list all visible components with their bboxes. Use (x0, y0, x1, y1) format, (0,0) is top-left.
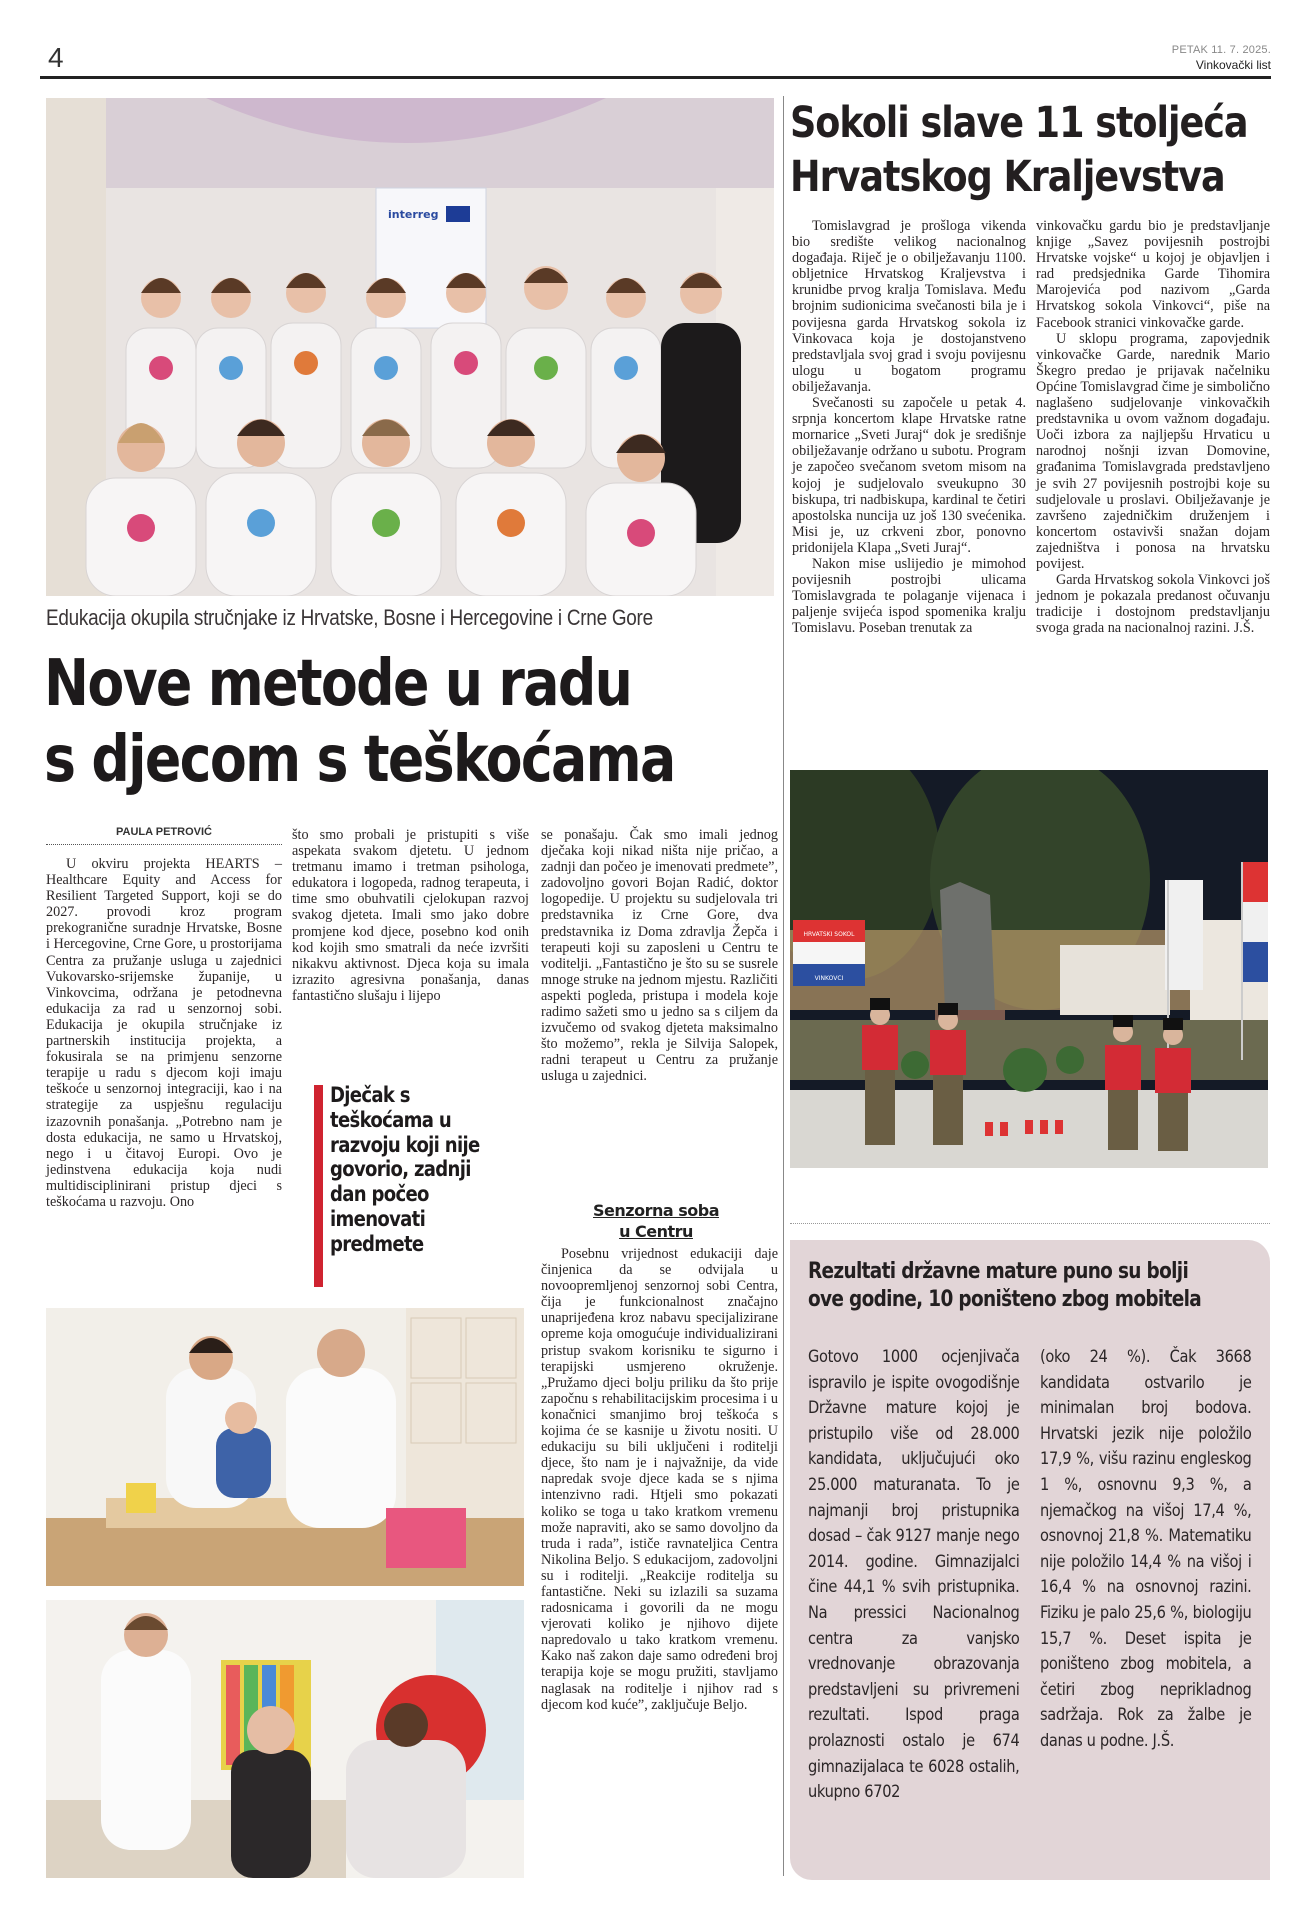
box-column-2 (1040, 1345, 1252, 1755)
therapy-photo-2 (46, 1600, 524, 1878)
pull-quote: Dječak s teškoćama u razvoju koji nije govorio, zadnji dan počeo imenovati predmete (330, 1083, 480, 1256)
page-number: 4 (48, 42, 64, 73)
side-paragraph: Garda Hrvatskog sokola Vinkovci još jednom je pokazala predanost očuvanju tradicije i dostojnom predstavljanju svoga grada na nacionalnoj razini. J.Š. (1036, 572, 1270, 637)
header-rule (40, 76, 1271, 79)
headline-line-2: s djecom s teškoćama (44, 723, 675, 797)
box-title (808, 1258, 1202, 1314)
side-paragraph: Svečanosti su započele u petak 4. srpnja koncertom klape Hrvatske ratne mornarice „Sveti Juraj“ dok je središnje obilježavanje održano u subotu. Program je započeo svečanom svetom misom na kojoj je sudjelovalo sveukupno 30 biskupa, tri nadbiskupa, kardinal te četiri apostolska nuncija uz još 130 svećenika. Misi je, uz crkveni zbor, ponovno pridonijela Klapa „Sveti Juraj“. (792, 395, 1026, 556)
main-column-1 (46, 856, 282, 1210)
publication-name: Vinkovački list (1195, 58, 1271, 72)
box-title-line-2: ove godine, 10 poništeno zbog mobitela (808, 1287, 1202, 1312)
main-paragraph: Posebnu vrijednost edukaciji daje činjenica da se odvijala u novoopremljenoj senzornoj sobi Centra, čija je funkcionalnost značajno unaprijeđena kroz nabavu specijalizirane opreme koja omogućuje individualizirani pristup svakom korisniku te sigurno i terapijski usmjereno okruženje. „Pružamo djeci bolju priliku da što prije započnu s rehabilitacijskim procesima i u konačnici smanjimo broj teškoća s kojima će se kasnije u životu nositi. U edukaciju su bili uključeni i roditelji djece, što nam je i najvažnije, da vide napredak svoje djece kada se s njima intenzivno radi. Htjeli smo pokazati koliko se toga u tako kratkom vremenu može napraviti, ako se samo dovoljno da truda i rada”, ističe ravnateljica Centra Nikolina Beljo. S edukacijom, zadovoljni su i roditelji. „Reakcije roditelja su fantastične. Neki su izlazili sa suzama radosnicama i govorili da ne mogu vjerovati koliko je njihovo dijete napredovalo u tako kratkom vremenu. Kako naš zakon daje samo određeni broj terapija koje se mogu pružiti, stavljamo naglasak na roditelje i njihov rad s djecom kod kuće”, zaključuje Beljo. (541, 1246, 778, 1713)
side-paragraph: U sklopu programa, zapovjednik vinkovačke Garde, narednik Mario Škegro predao je prijavak načelniku Općine Tomislavgrad čime je simbolično naglašeno sudjelovanje vinkovačkih predstavnika u ovom važnom događaju. Uoči izbora za najljepšu Hrvaticu u narodnoj nošnji izvan Domovine, građanima Tomislavgrada predstavljeno je svih 27 povijesnih postrojbi koje su sudjelovale u proslavi. Obilježavanje je završeno zajedničkim druženjem i koncertom ostavivši snažan dojam zajedništva i ponosa na hrvatsku povijest. (1036, 330, 1270, 572)
subhead-line-2: u Centru (619, 1222, 693, 1241)
side-paragraph: Tomislavgrad je prošloga vikenda bio središte velikog nacionalnog događaja. Riječ je o obilježavanju 1100. obljetnice Hrvatskog Kraljevstva i krunidbe prvog kralja Tomislava. Među brojnim sudionicima svečanosti bila je i povijesna garda Hrvatskog sokola iz Vinkovaca koja je dostojanstveno predstavljala svoj grad i svoju povijesnu ulogu u bogatom programu obilježavanja. (792, 218, 1026, 395)
side-title-line-2: Hrvatskog Kraljevstva (790, 152, 1225, 202)
therapy-photo-1 (46, 1308, 524, 1586)
main-paragraph: što smo probali je pristupiti s više aspekata svakom djetetu. U jednom tretmanu imamo i tretman psihologa, edukatora i logopeda, radnog terapeuta, i time smo obuhvatili cjelokupan razvoj svakog djeteta. Imali smo jako dobre promjene kod djece, posebno kod onih kod kojih smo smatrali da neće izvršiti nikakvu aktivnost. Djeca koja su imala izrazito agresivna ponašanja, danas fantastično slušaju i lijepo (292, 827, 529, 1004)
issue-date: PETAK 11. 7. 2025. (1171, 44, 1271, 56)
article-headline (44, 646, 675, 798)
monument-photo (790, 770, 1268, 1168)
box-paragraph: Gotovo 1000 ocjenjivača ispravilo je ispite ovogodišnje Državne mature kojoj je pristupilo više od 28.000 kandidata, uključujući oko 25.000 maturanata. To je najmanji broj pristupnika dosad – čak 9127 manje nego 2014. godine. Gimnazijalci čine 44,1 % svih pristupnika. Na pressici Nacionalnog centra za vanjsko vrednovanje obrazovanja predstavljeni su privremeni rezultati. Ispod praga prolaznosti ostalo je 674 gimnazijalaca te 6028 ostalih, ukupno 6702 (808, 1347, 1020, 1803)
side-paragraph: vinkovačku gardu bio je predstavljanje knjige „Savez povijesnih postrojbi Hrvatske vojske“ u kojoj je objavljen i rad predsjednika Garde Tihomira Marojevića pod nazivom „Garda Hrvatskog sokola Vinkovci“, piše na Facebook stranici vinkovačke garde. (1036, 218, 1270, 331)
box-title-line-1: Rezultati državne mature puno su bolji (808, 1259, 1189, 1284)
section-divider (790, 1223, 1270, 1224)
main-paragraph: se ponašaju. Čak smo imali jednog dječaka koji nikad ništa nije pričao, a zadnji dan počeo je imenovati predmete”, zadovoljno govori Bojan Radić, doktor logopedije. U projektu su sudjelovala tri predstavnika iz Crne Gore, dva predstavnika iz Doma zdravlja Žepča i terapeuti koji su zaposleni u Centru te voditelji. „Fantastično je što su se susrele mnoge struke na jednom mjestu. Različiti aspekti pogleda, pristupa i modela koje radimo sažeti smo u jedno sa s ciljem da izvučemo od svakog djeteta maksimalno što možemo”, rekla je Silvija Salopek, radni terapeut u Centru za pružanje usluga u zajednici. (541, 827, 778, 1085)
side-column-2 (1036, 218, 1270, 636)
flag-banner (793, 920, 865, 986)
side-title-line-1: Sokoli slave 11 stoljeća (790, 98, 1248, 148)
side-column-1 (792, 218, 1026, 636)
side-paragraph: Nakon mise uslijedio je mimohod povijesnih postrojbi ulicama Tomislavgrada te polaganje vijenaca i paljenje svijeća ispod spomenika kralju Tomislavu. Poseban trenutak za (792, 555, 1026, 637)
article-kicker: Edukacija okupila stručnjake iz Hrvatske, Bosne i Hercegovine i Crne Gore (46, 605, 653, 630)
headline-line-1: Nove metode u radu (44, 647, 632, 721)
poster-text: interreg (388, 208, 439, 221)
section-subhead (532, 1200, 780, 1242)
banner-text-bottom: VINKOVCI (814, 975, 844, 982)
box-column-1 (808, 1345, 1020, 1806)
pull-quote-bar (314, 1085, 323, 1287)
banner-text-top: HRVATSKI SOKOL (803, 931, 855, 938)
box-paragraph: (oko 24 %). Čak 3668 kandidata ostvarilo je minimalan broj bodova. Hrvatski jezik nije položilo 17,9 %, višu razinu engleskog 1 %, osnovnu 9,3 %, a njemačkog na višoj 17,4 %, osnovnoj 21,8 %. Matematiku nije položilo 14,4 % na višoj i 16,4 % na osnovnoj razini. Fiziku je palo 25,6 %, biologiju 15,7 %. Deset ispita je poništeno zbog mobitela, a četiri zbog neprikladnog sadržaja. Rok za žalbe je danas u podne. J.Š. (1040, 1347, 1252, 1751)
byline-rule (46, 844, 282, 845)
side-article-title (790, 96, 1248, 204)
main-column-3-continued (541, 1246, 778, 1713)
main-column-2 (292, 827, 529, 1004)
main-column-3 (541, 827, 778, 1085)
column-divider (783, 96, 784, 1876)
subhead-line-1: Senzorna soba (593, 1201, 719, 1220)
main-paragraph: U okviru projekta HEARTS – Healthcare Equity and Access for Resilient Targeted Support, koji se do 2027. provodi kroz program prekogranične suradnje Hrvatske, Bosne i Hercegovine, Crne Gore, u prostorijama Centra za pružanje usluga u zajednici Vukovarsko-srijemske županije, u Vinkovcima, održana je petodnevna edukacija za rad u senzornoj sobi. Edukacija je okupila stručnjake iz partnerskih institucija projekta, a fokusirala se na primjenu senzorne terapije u radu s djecom koji imaju teškoće u senzornoj integraciji, kao i na strategije za uspješnu regulaciju izazovnih ponašanja. „Potrebno nam je dosta edukacija, ne samo u Hrvatskoj, nego i u čitavoj Europi. Ovo je jedinstvena edukacija koja nudi multidisciplinirani pristup djeci s teškoćama u razvoju. Ono (46, 856, 282, 1210)
byline: PAULA PETROVIĆ (116, 826, 212, 838)
group-photo (46, 98, 774, 596)
